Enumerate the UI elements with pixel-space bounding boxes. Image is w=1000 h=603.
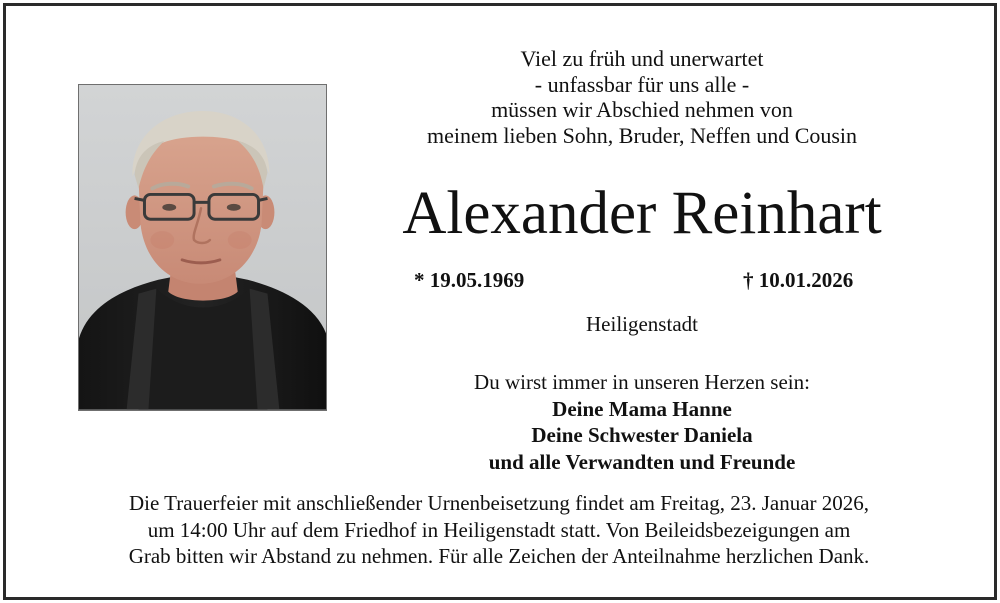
intro-line: Viel zu früh und unerwartet <box>520 46 764 71</box>
intro-line: - unfassbar für uns alle - <box>534 71 750 97</box>
family-member: Deine Schwester Daniela <box>531 423 753 447</box>
intro-line: müssen wir Abschied nehmen von <box>491 97 793 122</box>
deceased-name: Alexander Reinhart <box>402 180 882 247</box>
family-member: und alle Verwandten und Freunde <box>488 449 796 474</box>
place-name: Heiligenstadt <box>586 312 698 336</box>
funeral-notice <box>62 490 936 570</box>
family-member: Deine Mama Hanne <box>552 396 732 421</box>
intro-line: meinem lieben Sohn, Bruder, Neffen und Cousin <box>426 122 858 148</box>
portrait-photo <box>78 84 327 411</box>
death-date: † 10.01.2026 <box>743 268 854 292</box>
portrait-illustration <box>79 85 326 410</box>
notice-line: Die Trauerfeier mit anschließender Urnenbeisetzung findet am Freitag, 23. Januar 2026, <box>128 491 870 515</box>
birth-date: * 19.05.1969 <box>414 268 525 292</box>
notice-line: um 14:00 Uhr auf dem Friedhof in Heiligenstadt statt. Von Beileidsbezeigungen am <box>147 517 851 542</box>
family-block <box>420 369 864 475</box>
family-intro: Du wirst immer in unseren Herzen sein: <box>474 370 810 394</box>
notice-line: Grab bitten wir Abstand zu nehmen. Für alle Zeichen der Anteilnahme herzlichen Dank. <box>128 544 870 568</box>
intro-text <box>400 46 884 148</box>
